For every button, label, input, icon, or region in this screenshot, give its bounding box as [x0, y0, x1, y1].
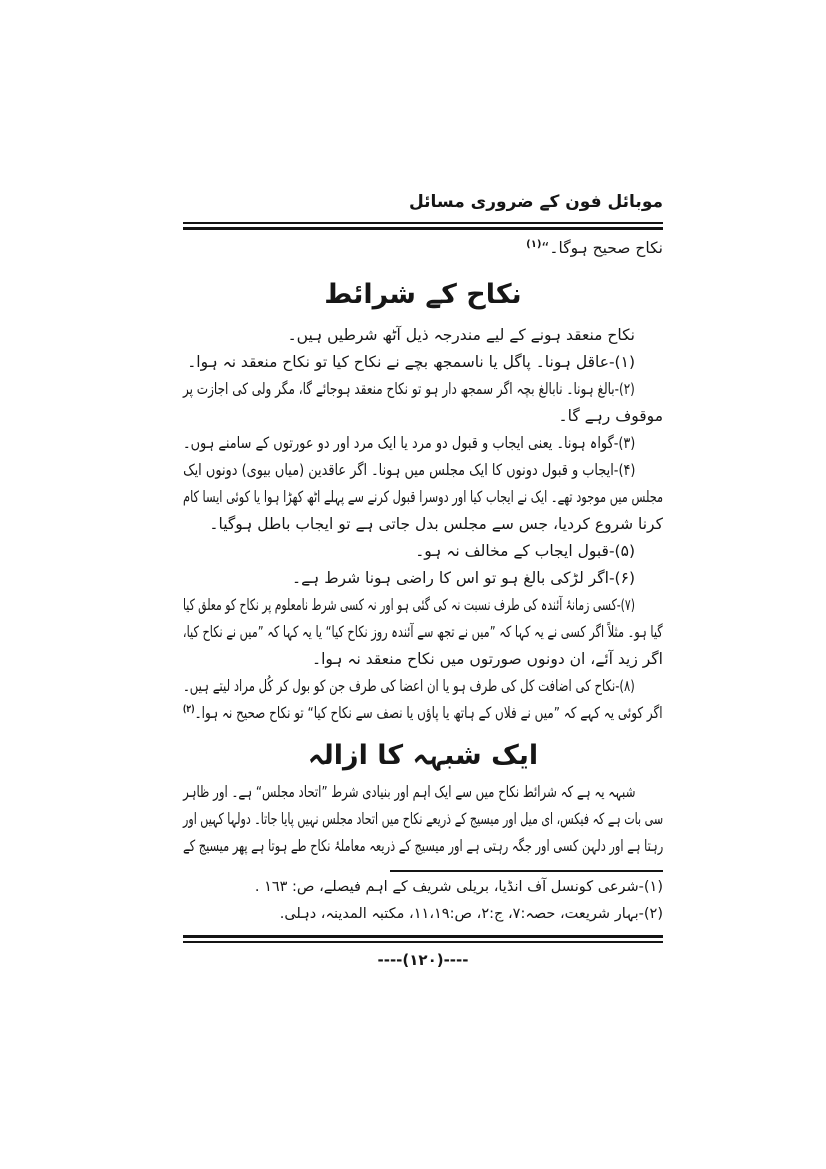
footnote-line: (۱)-شرعی کونسل آف انڈیا، بریلی شریف کے اہم فیصلے، ص: ١٦٣ . — [254, 879, 663, 895]
body-line: (۷)-کسی زمانۂ آئندہ کی طرف نسبت نہ کی گئی ہو اور نہ کسی شرط نامعلوم پر نکاح کو معلق کیا — [183, 596, 635, 614]
body-line: (۵)-قبول ایجاب کے مخالف نہ ہو۔ — [415, 542, 635, 560]
footnotes-block — [183, 874, 663, 928]
section-heading-nikah-conditions: نکاح کے شرائط — [324, 279, 522, 310]
intro-line-group — [183, 235, 663, 262]
body-line: (۲)-بالغ ہونا۔ نابالغ بچہ اگر سمجھ دار ہو تو نکاح منعقد ہوجائے گا، مگر ولی کی اجازت پر — [183, 380, 635, 398]
intro-line: نکاح صحیح ہوگا۔“$^{(۱)}$ — [526, 238, 663, 257]
body-text-section-1 — [183, 322, 663, 727]
footnote-ref: (۲) — [183, 703, 196, 715]
body-line: (۳)-گواہ ہونا۔ یعنی ایجاب و قبول دو مرد یا ایک مرد اور دو عورتوں کے سامنے ہوں۔ — [182, 434, 635, 452]
body-line: موقوف رہے گا۔ — [558, 407, 663, 425]
body-line: (۶)-اگر لڑکی بالغ ہو تو اس کا راضی ہونا شرط ہے۔ — [292, 569, 635, 587]
body-line: مجلس میں موجود تھے۔ ایک نے ایجاب کیا اور دوسرا قبول کرنے سے پہلے اٹھ کھڑا ہوا یا کوئی ایسا کام — [182, 488, 663, 506]
body-line: رہتا ہے اور دلہن کسی اور جگہ رہتی ہے اور میسیج کے ذریعہ معاملۂ نکاح طے ہوتا ہے پھر میسیج کے — [182, 837, 663, 855]
body-line: (۸)-نکاح کی اضافت کل کی طرف ہو یا ان اعضا کی طرف جن کو بول کر کُل مراد لیتے ہیں۔ — [183, 677, 635, 695]
body-line: (۴)-ایجاب و قبول دونوں کا ایک مجلس میں ہونا۔ اگر عاقدین (میاں بیوی) دونوں ایک — [182, 461, 635, 479]
body-line: گیا ہو۔ مثلاً اگر کسی نے یہ کہا کہ ”میں نے تجھ سے آئندہ روز نکاح کیا“ یا یہ کہا کہ ”میں نے نکاح کیا، — [183, 623, 663, 641]
body-line: (۱)-عاقل ہونا۔ پاگل یا ناسمجھ بچے نے نکاح کیا تو نکاح منعقد نہ ہوا۔ — [187, 353, 635, 371]
running-header-title: موبائل فون کے ضروری مسائل — [408, 192, 663, 212]
page-number: ----(۱۲۰)---- — [377, 951, 469, 969]
footer-divider — [183, 935, 663, 943]
body-text-section-2 — [183, 779, 663, 860]
body-line: اگر کوئی یہ کہے کہ ”میں نے فلاں کے ہاتھ یا پاؤں یا نصف سے نکاح کیا“ تو نکاح صحیح نہ ہوا۔$^{(۲)}$ — [183, 703, 663, 722]
footnote-ref: (۱) — [526, 238, 542, 250]
body-line: شبہہ یہ ہے کہ شرائط نکاح میں سے ایک اہم اور بنیادی شرط ”اتحاد مجلس“ ہے۔ اور ظاہر — [182, 783, 635, 801]
footnote-separator — [390, 870, 663, 872]
body-line: نکاح منعقد ہونے کے لیے مندرجہ ذیل آٹھ شرطیں ہیں۔ — [287, 326, 635, 344]
body-line: سی بات ہے کہ فیکس، ای میل اور میسیج کے ذریعے نکاح میں اتحاد مجلس نہیں پایا جاتا۔ دولہا کہیں اور — [182, 810, 663, 828]
header-divider — [183, 222, 663, 230]
page-content — [183, 188, 663, 969]
body-line: اگر زید آئے، ان دونوں صورتوں میں نکاح منعقد نہ ہوا۔ — [312, 650, 663, 668]
footnote-line: (۲)-بہار شریعت، حصہ:۷، ج:۲، ص:۱۱،۱۹، مکتبہ المدینہ، دہلی. — [279, 906, 663, 922]
body-line: کرنا شروع کردیا، جس سے مجلس بدل جاتی ہے تو ایجاب باطل ہوگیا۔ — [209, 515, 663, 533]
section-heading-doubt-removal: ایک شبہہ کا ازالہ — [307, 740, 539, 771]
